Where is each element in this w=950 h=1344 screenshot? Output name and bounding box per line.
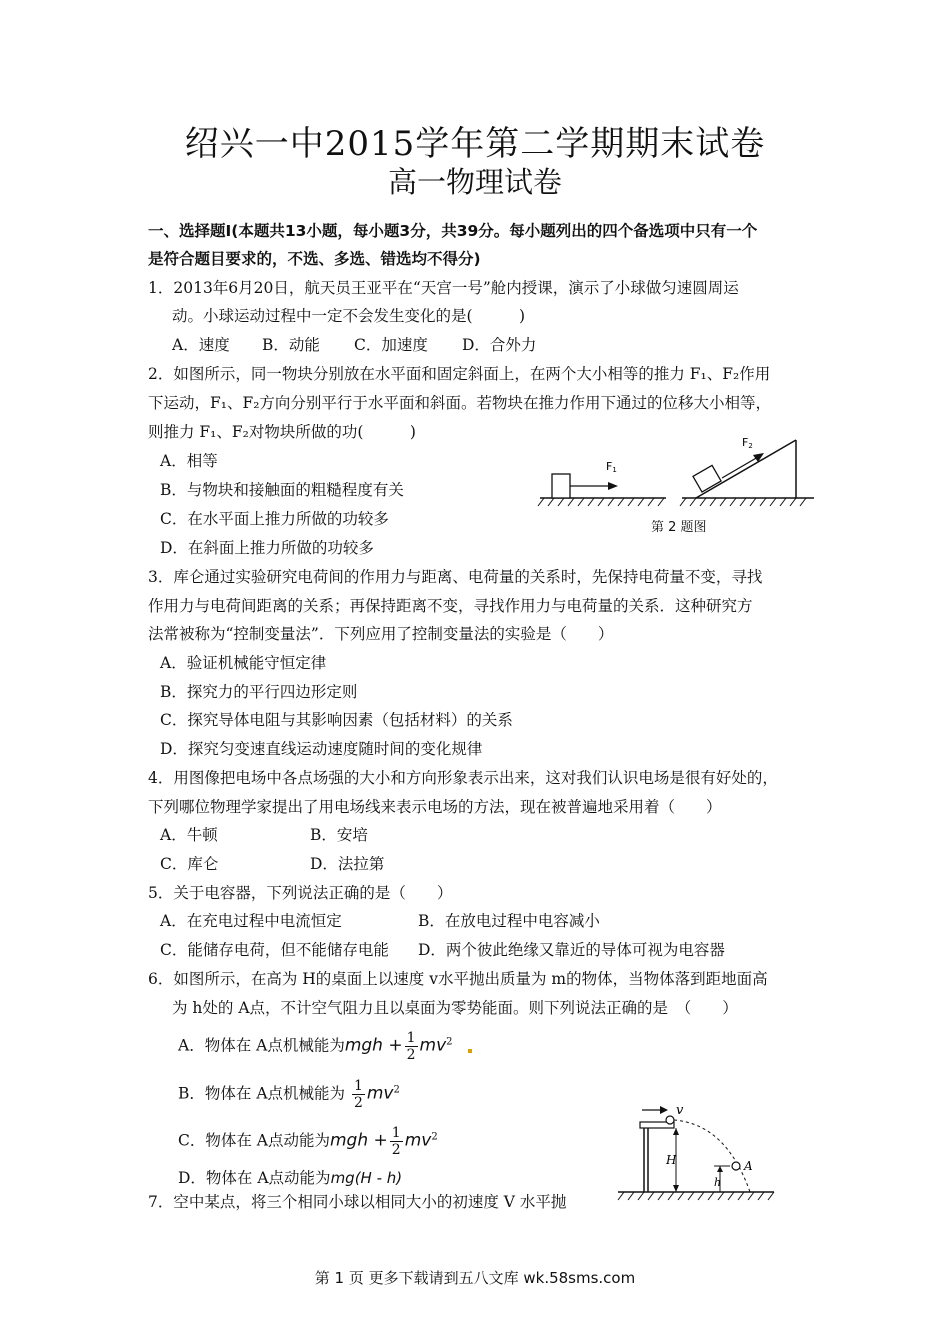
stray-mark (468, 1049, 472, 1053)
q3-option-b: B．探究力的平行四边形定则 (160, 683, 358, 701)
q6-option-b-mv: mv (366, 1083, 394, 1104)
q5-option-a: A．在充电过程中电流恒定 (160, 912, 342, 930)
q4-option-a: A．牛顿 (160, 826, 218, 844)
f1-label: F1 (606, 460, 617, 474)
q6-option-a-text: A．物体在 A点机械能为 (178, 1036, 345, 1055)
q1-option-d: D．合外力 (462, 336, 537, 354)
q1-option-a: A．速度 (172, 336, 230, 354)
q2-option-b: B．与物块和接触面的粗糙程度有关 (160, 481, 404, 499)
exam-title: 绍兴一中2015学年第二学期期末试卷 (184, 124, 766, 164)
q3-line2: 作用力与电荷间距离的关系；再保持距离不变，寻找作用力与电荷量的关系．这种研究方 (148, 597, 753, 615)
q3-line3: 法常被称为“控制变量法”．下列应用了控制变量法的实验是（ ） (148, 625, 614, 643)
f2-label: F2 (742, 436, 753, 450)
q7-line1: 7．空中某点，将三个相同小球以相同大小的初速度 V 水平抛 (148, 1193, 567, 1211)
q5-option-c: C．能储存电荷，但不能储存电能 (160, 941, 389, 959)
q2-figure-caption: 第 2 题图 (651, 520, 707, 535)
v-label: v (676, 1103, 684, 1118)
q3-option-d: D．探究匀变速直线运动速度随时间的变化规律 (160, 740, 483, 758)
q6-option-d-text: D．物体在 A点动能为 (178, 1169, 331, 1187)
q2-line1: 2．如图所示，同一物块分别放在水平面和固定斜面上，在两个大小相等的推力 F₁、F₂作用 (148, 365, 771, 383)
q4-option-d: D．法拉第 (310, 855, 385, 873)
q6-option-a: A．物体在 A点机械能为mgh + $\frac{1}{2}$ $mv^2$ (178, 1030, 453, 1063)
exam-subtitle: 高一物理试卷 (387, 165, 562, 199)
q5-option-d: D．两个彼此绝缘又靠近的导体可视为电容器 (418, 941, 725, 959)
q1-option-b: B．动能 (262, 336, 320, 354)
q1-line1: 1．2013年6月20日，航天员王亚平在“天宫一号”舱内授课，演示了小球做匀速圆周运 (148, 279, 739, 297)
q6-option-b-frac: $\frac{1}{2}$ (353, 1078, 363, 1111)
q6-option-c-mv: mv (404, 1130, 432, 1151)
q2-option-c: C．在水平面上推力所做的功较多 (160, 510, 389, 528)
q4-option-c: C．库仑 (160, 855, 219, 873)
A-label: A (744, 1159, 753, 1173)
q5-line1: 5．关于电容器，下列说法正确的是（ ） (148, 884, 453, 902)
q6-option-c-math: mgh + (329, 1130, 388, 1151)
q6-option-c-text: C．物体在 A点动能为 (178, 1131, 330, 1150)
q6-option-c: C．物体在 A点动能为mgh + $\frac{1}{2}$ $mv^2$ (178, 1125, 438, 1158)
H-label: H (666, 1153, 677, 1167)
q6-option-c-frac: $\frac{1}{2}$ (391, 1125, 401, 1158)
q6-option-a-frac: $\frac{1}{2}$ (406, 1030, 416, 1063)
q6-option-a-math: mgh + (344, 1035, 403, 1056)
q3-option-c: C．探究导体电阻与其影响因素（包括材料）的关系 (160, 711, 513, 729)
q2-option-a: A．相等 (160, 452, 218, 470)
q6-option-b: B．物体在 A点机械能为 $\frac{1}{2}$ $mv^2$ (178, 1078, 400, 1111)
q6-line2: 为 h处的 A点，不计空气阻力且以桌面为零势能面。则下列说法正确的是 （ ） (172, 999, 738, 1017)
q6-line1: 6．如图所示，在高为 H的桌面上以速度 v水平抛出质量为 m的物体，当物体落到距地面高 (148, 970, 768, 988)
q2-option-d: D．在斜面上推力所做的功较多 (160, 539, 374, 557)
q2-figure (536, 430, 826, 520)
q6-option-d-math: mg(H - h) (330, 1169, 403, 1187)
q2-line2: 下运动，F₁、F₂方向分别平行于水平面和斜面。若物块在推力作用下通过的位移大小相等， (148, 394, 771, 412)
q2-line3: 则推力 F₁、F₂对物块所做的功( ) (148, 423, 416, 441)
q6-option-d (178, 1166, 402, 1188)
q6-figure (614, 1098, 784, 1204)
q6-option-b-text: B．物体在 A点机械能为 (178, 1084, 346, 1103)
section-heading-line1: 一、选择题I(本题共13小题，每小题3分，共39分。每小题列出的四个备选项中只有一个 (148, 222, 758, 240)
q1-line2: 动。小球运动过程中一定不会发生变化的是( ) (172, 307, 526, 325)
q3-option-a: A．验证机械能守恒定律 (160, 654, 327, 672)
q6-option-a-mv: mv (419, 1035, 447, 1056)
q4-line2: 下列哪位物理学家提出了用电场线来表示电场的方法，现在被普遍地采用着（ ） (148, 798, 722, 816)
section-heading-line2: 是符合题目要求的，不选、多选、错选均不得分) (148, 250, 481, 268)
page-footer: 第 1 页 更多下载请到五八文库 wk.58sms.com (314, 1269, 636, 1287)
q3-line1: 3．库仑通过实验研究电荷间的作用力与距离、电荷量的关系时，先保持电荷量不变，寻找 (148, 568, 763, 586)
q5-option-b: B．在放电过程中电容减小 (418, 912, 600, 930)
q4-line1: 4．用图像把电场中各点场强的大小和方向形象表示出来，这对我们认识电场是很有好处的， (148, 769, 778, 787)
q4-option-b: B．安培 (310, 826, 368, 844)
q1-option-c: C．加速度 (354, 336, 428, 354)
h-label: h (714, 1176, 722, 1189)
